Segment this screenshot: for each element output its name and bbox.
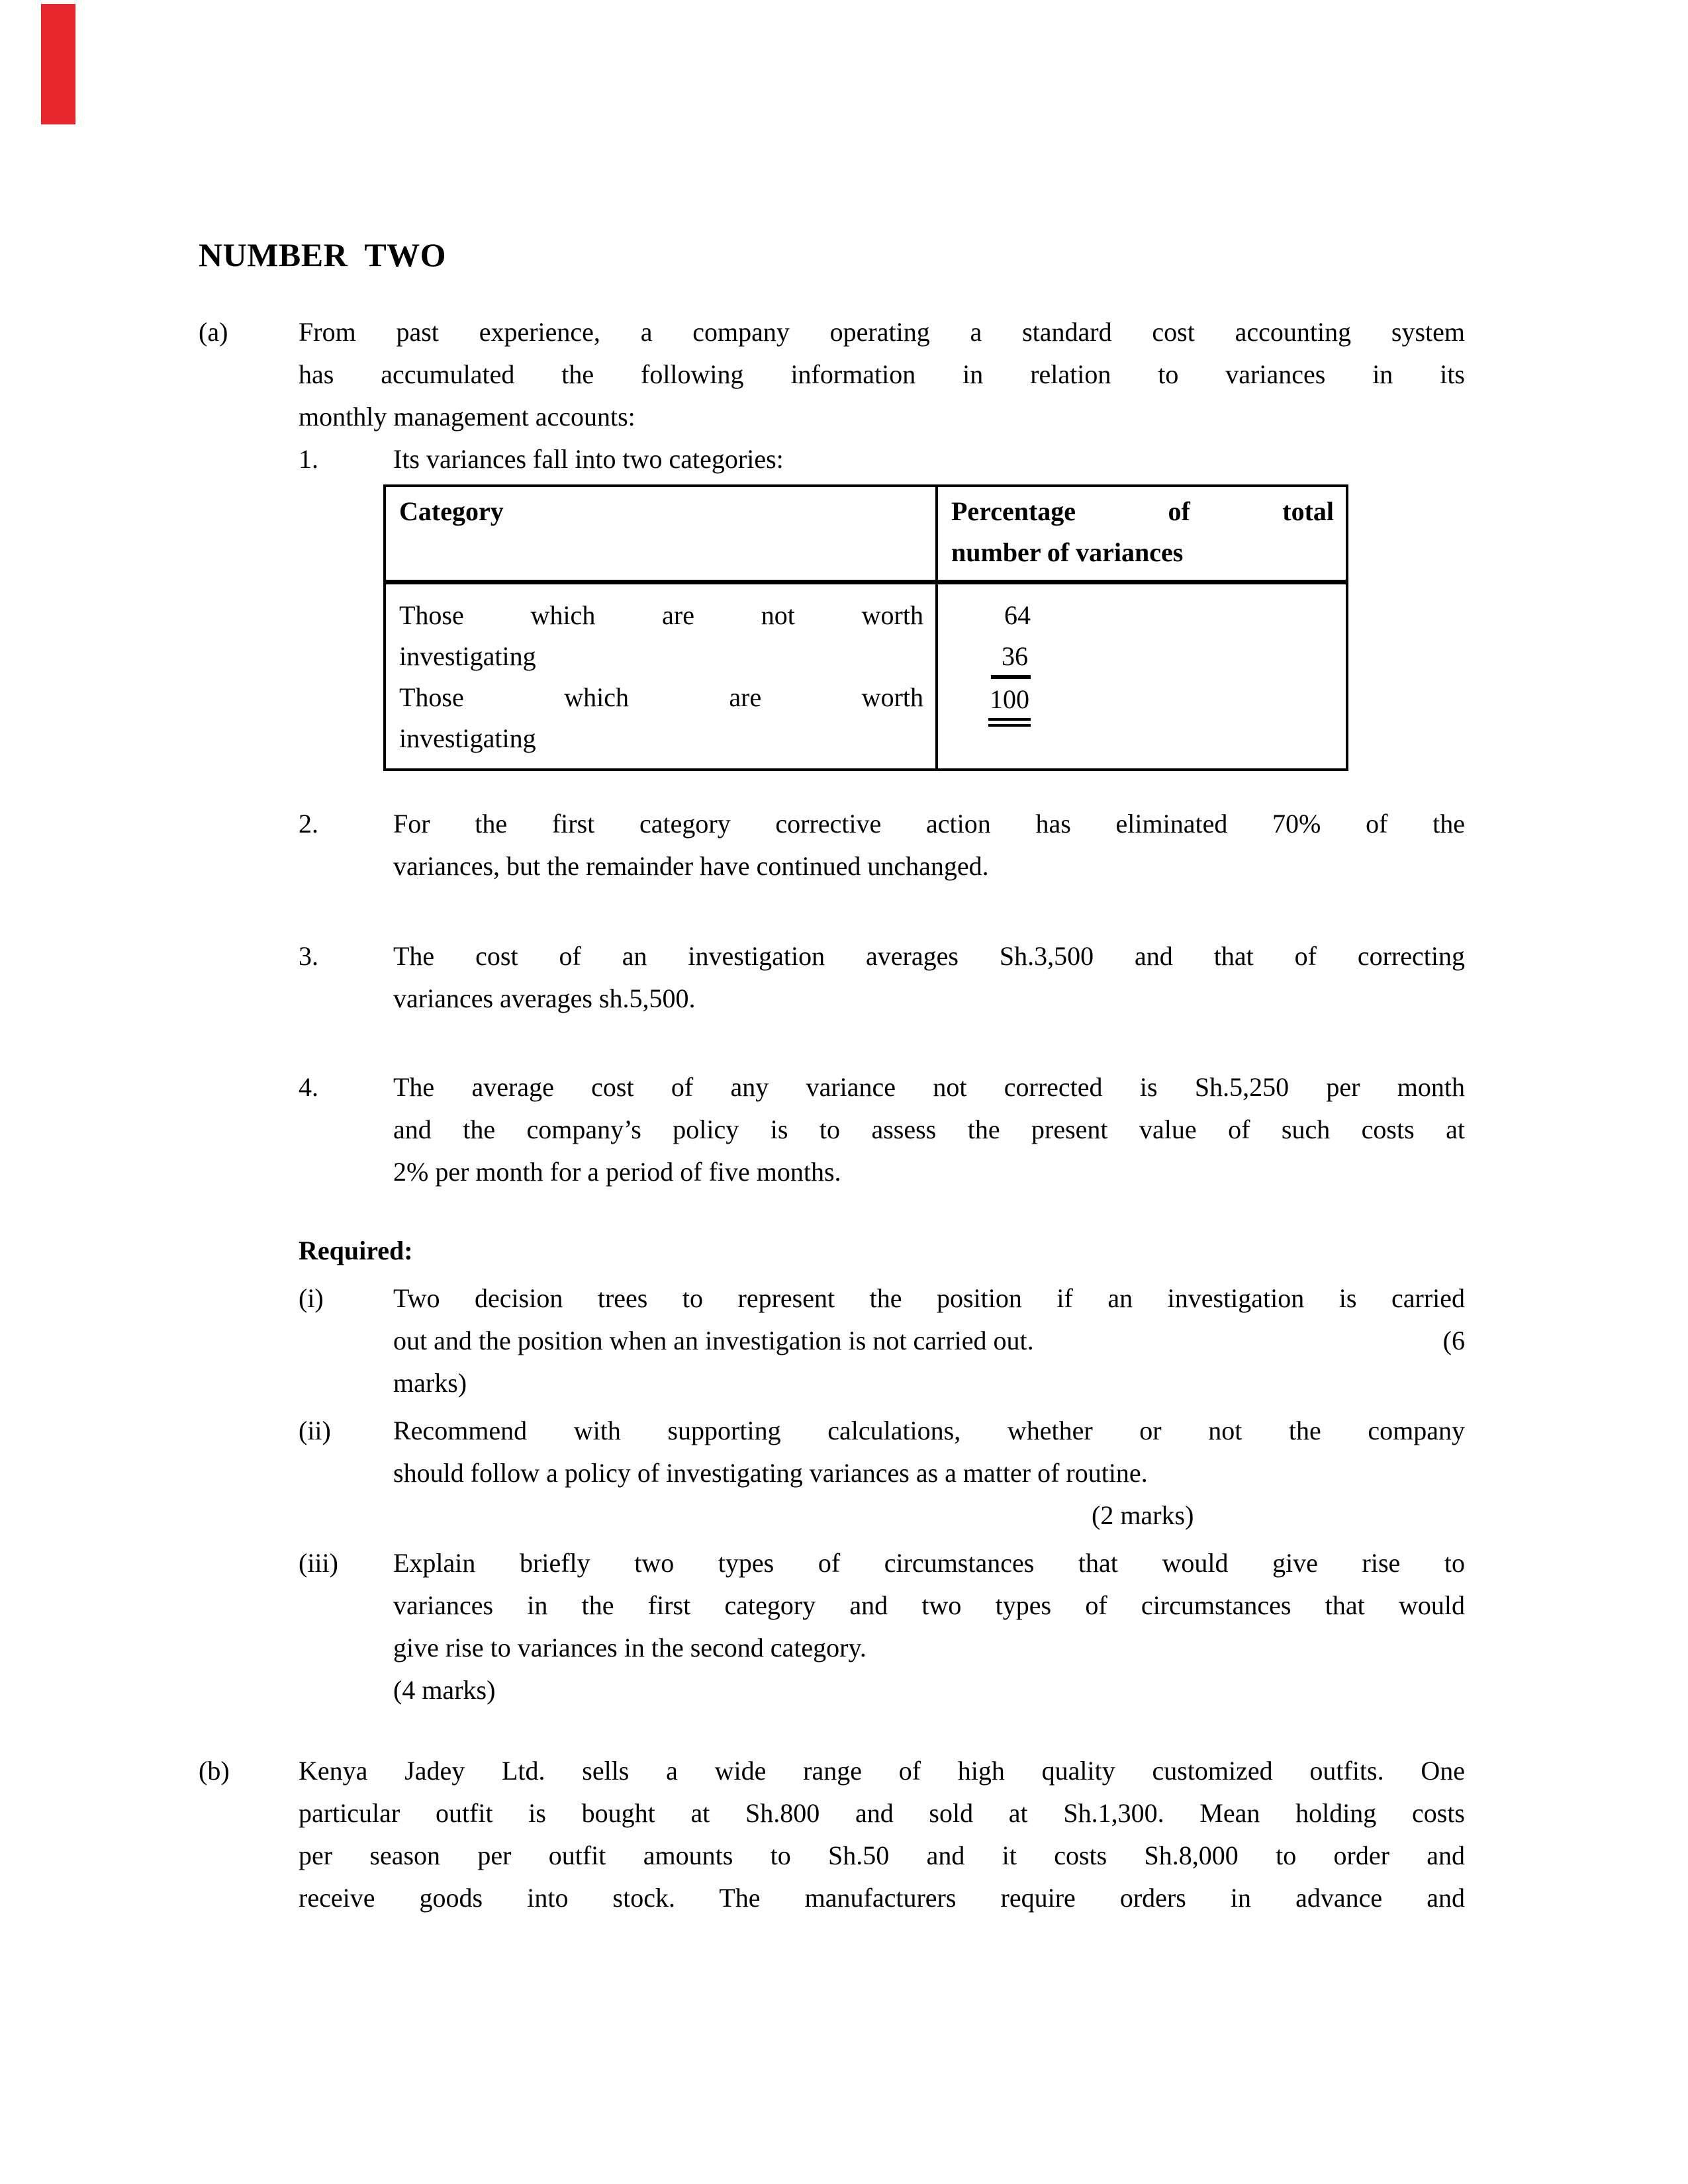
part-a: [199, 311, 1465, 1750]
part-b-label: (b): [199, 1756, 230, 1786]
value-total: 100: [951, 679, 1031, 727]
table-header-row: [385, 486, 1347, 582]
paragraph-line: and the company’s policy is to assess the present value of such costs at: [393, 1115, 1465, 1144]
question-heading: NUMBER TWO: [199, 236, 447, 273]
paragraph-line: The cost of an investigation averages Sh.3,500 and that of correcting: [393, 941, 1465, 971]
paragraph-line: Explain briefly two types of circumstances that would give rise to: [393, 1548, 1465, 1578]
paragraph-line: For the first category corrective action has eliminated 70% of the: [393, 809, 1465, 839]
table-header-percentage: Percentage of total number of variances: [937, 486, 1347, 582]
paragraph-line: 2% per month for a period of five months.: [393, 1157, 841, 1187]
paragraph-line: receive goods into stock. The manufacturers require orders in advance and: [299, 1883, 1465, 1913]
numbered-item-2: [299, 803, 1465, 887]
red-bookmark-marker: [41, 4, 75, 124]
value-not-worth: 64: [1004, 600, 1031, 630]
variance-categories-table: [383, 484, 1348, 771]
item-number: (ii): [299, 1416, 331, 1445]
paragraph-line: variances in the first category and two types of circumstances that would: [393, 1590, 1465, 1620]
required-item-iii: [299, 1542, 1465, 1711]
required-item-ii: [299, 1410, 1465, 1537]
required-item-i: [299, 1277, 1465, 1404]
category-line: Those which are worth: [399, 682, 923, 712]
marks-fragment: (6: [1442, 1326, 1465, 1355]
item-number: 2.: [299, 809, 318, 839]
part-b: [199, 1750, 1465, 1919]
percentage-cell: [937, 582, 1347, 770]
marks-label: (2 marks): [1092, 1500, 1194, 1530]
numbered-item-4: [299, 1066, 1465, 1193]
item-number: 3.: [299, 941, 318, 971]
paragraph-line: per season per outfit amounts to Sh.50 and it costs Sh.8,000 to order and: [299, 1841, 1465, 1870]
marks-label: (4 marks): [393, 1675, 496, 1705]
paragraph-line: variances averages sh.5,500.: [393, 983, 696, 1013]
part-b-paragraph: [299, 1750, 1465, 1919]
paragraph-line: give rise to variances in the second category.: [393, 1633, 867, 1662]
paragraph-line: Two decision trees to represent the position if an investigation is carried: [393, 1283, 1465, 1313]
category-line: investigating: [399, 641, 536, 671]
marks-label: marks): [393, 1368, 467, 1398]
paragraph-line: From past experience, a company operating a standard cost accounting system: [299, 317, 1465, 347]
part-a-intro-paragraph: [299, 311, 1465, 438]
category-line: investigating: [399, 723, 536, 753]
part-a-label: (a): [199, 317, 228, 347]
paragraph-line: particular outfit is bought at Sh.800 and sold at Sh.1,300. Mean holding costs: [299, 1798, 1465, 1828]
required-section: [299, 1230, 1465, 1711]
item-number: 1.: [299, 444, 318, 474]
category-line: Those which are not worth: [399, 600, 923, 630]
item-number: 4.: [299, 1072, 318, 1102]
paragraph-line: should follow a policy of investigating variances as a matter of routine.: [393, 1458, 1148, 1488]
paragraph-line-with-marks: out and the position when an investigation is not carried out. (6: [393, 1320, 1465, 1362]
numbered-item-1: [299, 438, 1465, 480]
numbered-item-3: [299, 935, 1465, 1020]
paragraph-line: has accumulated the following information in relation to variances in its: [299, 359, 1465, 389]
paragraph-line: variances, but the remainder have continued unchanged.: [393, 851, 989, 881]
paragraph-line: monthly management accounts:: [299, 402, 635, 432]
required-heading: Required:: [299, 1236, 413, 1265]
paragraph-line: Recommend with supporting calculations, whether or not the company: [393, 1416, 1465, 1445]
item-number: (iii): [299, 1548, 338, 1578]
paragraph-line: The average cost of any variance not corrected is Sh.5,250 per month: [393, 1072, 1465, 1102]
paragraph-line: Kenya Jadey Ltd. sells a wide range of high quality customized outfits. One: [299, 1756, 1465, 1786]
table-header-category: Category: [385, 486, 937, 582]
table-body-row: [385, 582, 1347, 770]
category-cell: [385, 582, 937, 770]
value-worth: 36: [951, 636, 1031, 679]
paragraph-line: Its variances fall into two categories:: [393, 444, 784, 474]
item-number: (i): [299, 1283, 324, 1313]
